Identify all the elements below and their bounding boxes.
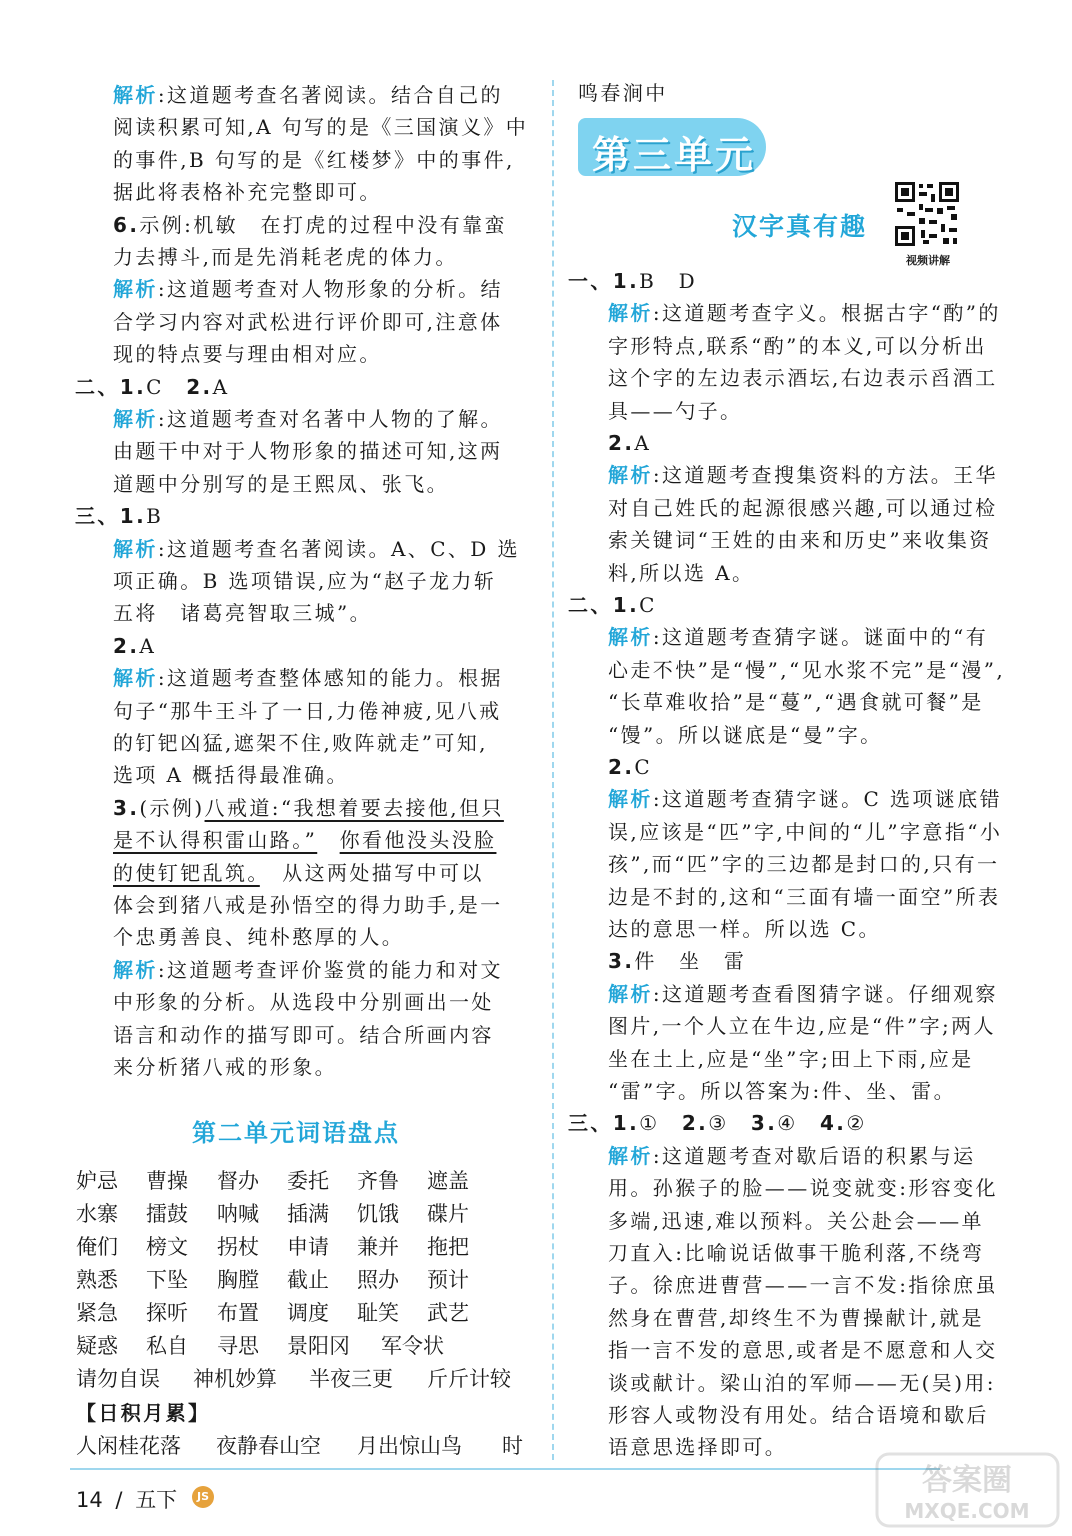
answer-text: ② [846,1111,867,1136]
svg-text:答案圈: 答案圈 [922,1463,1012,1498]
answer-text [317,828,339,852]
answer-text: :这道题考查评价鉴赏的能力和对文 [157,957,503,982]
analysis-label: 解析 [113,666,158,691]
page-number: 14 [76,1488,103,1512]
right-line [608,914,881,944]
answer-text: B [146,504,164,529]
right-line [608,1044,974,1074]
question-number: 2. [186,374,213,399]
vocab-word: 武艺 [427,1301,469,1325]
question-number: 3. [113,795,140,820]
answer-text: 料,所以选 A。 [608,560,755,585]
left-line [113,242,458,272]
vocab-word: 熟悉 [76,1268,118,1292]
analysis-label: 解析 [113,957,158,982]
vocab-word: 私自 [146,1334,188,1358]
right-line [608,1011,996,1041]
answer-text: :这道题考查看图猜字谜。仔细观察 [652,981,998,1006]
vocab-word: 兼并 [357,1235,399,1259]
right-line [568,1108,867,1138]
left-line [113,210,507,240]
answer-text: 坐在土上,应是“坐”字;田上下雨,应是 [608,1046,974,1071]
watermark-logo [875,1450,1060,1530]
left-line [113,80,503,110]
answer-text: 心走不快”是“慢”,“见水浆不完”是“漫”, [608,657,1006,682]
answer-text: C [146,374,187,399]
answer-text: :这道题考查字义。根据古字“酌”的 [652,301,1001,326]
left-line [113,825,496,855]
vocab-word: 下坠 [146,1268,188,1292]
right-line [608,1270,998,1300]
left-line [113,307,503,337]
answer-text: 字形特点,联系“酌”的本义,可以分析出 [608,333,987,358]
answer-text: 中形象的分析。从选段中分别画出一处 [113,990,494,1015]
vocab-word: 耻笑 [357,1301,399,1325]
answer-text: 的钉钯凶猛,遮架不住,败阵就走”可知, [113,731,488,755]
answer-text: 形容人或物没有用处。结合语境和歇后 [608,1403,989,1427]
vocab-word: 寻思 [217,1334,259,1358]
answer-text: :这道题考查名著阅读。A、C、D 选 [157,536,520,561]
answer-text: 体会到猪八戒是孙悟空的得力助手,是一 [113,893,503,917]
vocab-word: 榜文 [146,1235,188,1259]
answer-text: 语言和动作的描写即可。结合所画内容 [113,1022,494,1047]
right-line [608,525,992,555]
question-number: 二、1. [75,374,147,399]
left-line [113,566,496,596]
right-line [608,1368,996,1398]
vocab-word: 碟片 [427,1202,469,1226]
vocab-word: 水寨 [76,1202,118,1226]
right-line [608,784,1002,814]
vocab-word: 照办 [357,1268,399,1292]
left-line [113,728,488,758]
question-number: 三、1. [568,1111,640,1136]
left-line [75,372,229,402]
vocab-word: 饥饿 [357,1202,399,1226]
answer-text: 力去搏斗,而是先消耗老虎的体力。 [113,245,458,269]
answer-text: 现的特点要与理由相对应。 [113,342,382,367]
vocab-word: 拐杖 [217,1235,259,1259]
left-line [113,1020,494,1050]
answer-text: 件 坐 雷 [634,949,747,974]
right-line [608,817,1002,847]
answer-text: 孩”,而“匹”字的三边都是封口的,只有一 [608,852,1000,877]
question-number: 3. [608,949,635,974]
answer-text: 从这两处描写中可以 [259,860,484,885]
left-line [113,760,349,790]
answer-text: C [634,755,653,779]
answer-text: ① [639,1111,682,1136]
answer-text: A [139,633,157,658]
right-line [608,882,1000,912]
vocab-word: 督办 [217,1169,259,1193]
analysis-label: 解析 [608,981,653,1006]
vocab-word: 擂鼓 [146,1202,188,1226]
analysis-label: 解析 [113,407,158,431]
left-line [113,598,372,628]
unit-badge-label: 第三单元 [592,133,757,177]
vocab-word: 拖把 [427,1235,469,1259]
answer-text: 来分析猪八戒的形象。 [113,1055,337,1079]
answer-text: 据此将表格补充完整即可。 [113,180,382,205]
footer-rule [70,1468,940,1470]
analysis-label: 解析 [608,787,653,812]
answer-text: 阅读积累可知,A 句写的是《三国演义》中 [113,115,529,140]
left-line [113,436,503,466]
idiom-word: 斤斤计较 [427,1367,511,1391]
analysis-label: 解析 [608,463,653,488]
right-line [608,1173,998,1203]
answer-text: :这道题考查对名著中人物的了解。 [157,407,503,431]
right-line [608,298,1001,328]
left-line [113,663,503,693]
analysis-label: 解析 [113,83,158,107]
question-number: 2. [608,431,635,455]
page-footer [76,1484,177,1514]
right-line [568,266,697,296]
right-line [608,558,754,588]
left-line [113,112,528,142]
answer-text: 指一言不发的意思,或者是不愿意和人交 [608,1338,998,1363]
right-line [608,1206,984,1236]
vocab-word: 遮盖 [427,1169,469,1193]
grade-label: 五下 [135,1488,178,1512]
vocab-word: 曹操 [146,1169,188,1193]
right-line [608,460,998,490]
right-line [608,979,998,1009]
poem-line: 人闲桂花落 [76,1434,181,1458]
vocab-section-title: 第二单元词语盘点 [192,1119,400,1147]
answer-text: A [634,431,652,455]
question-number: 2. [608,755,635,779]
answer-text: “雷”字。所以答案为:件、坐、雷。 [608,1079,956,1103]
vocab-word: 紧急 [76,1301,118,1325]
left-line [113,890,503,920]
answer-text: 句子“那牛王斗了一日,力倦神疲,见八戒 [113,698,502,723]
question-number: 一、1. [568,269,640,293]
vocab-word: 截止 [287,1268,329,1292]
left-line [113,469,449,499]
right-line [608,1432,787,1462]
answer-text: A [212,374,230,399]
unit-badge [578,118,766,176]
question-number: 3. [750,1111,778,1136]
vocab-word: 布置 [217,1301,259,1325]
answer-text: 这个字的左边表示酒坛,右边表示舀酒工 [608,366,998,391]
analysis-label: 解析 [608,301,653,326]
vocab-word: 妒忌 [76,1169,118,1193]
vocab-word: 景阳冈 [287,1334,350,1358]
answer-text: 合学习内容对武松进行评价即可,注意体 [113,309,503,334]
column-divider [552,80,554,1460]
answer-text: 五将 诸葛亮智取三城”。 [113,601,373,626]
qr-caption: 视频讲解 [906,254,950,267]
answer-text: 多端,迅速,难以预料。关公赴会——单 [608,1208,984,1233]
analysis-label: 解析 [113,277,158,302]
left-line [113,1052,337,1082]
right-line [608,331,987,361]
question-number: 6. [113,212,140,237]
right-line [608,1303,984,1333]
answer-text: 子。徐庶进曹营——一言不发:指徐庶虽 [608,1273,998,1298]
question-number: 三、1. [75,504,147,529]
vocab-word: 探听 [146,1301,188,1325]
left-line [75,501,163,531]
answer-text: 示例:机敏 在打虎的过程中没有靠蛮 [139,212,507,237]
answer-text: 谈或献计。梁山泊的军师——无(吴)用: [608,1370,996,1395]
question-number: 二、1. [568,593,640,617]
answer-text: :这道题考查对歇后语的积累与运 [652,1143,976,1168]
answer-text: (示例) [139,795,205,820]
right-line [608,1076,956,1106]
continued-text: 鸣春涧中 [578,81,668,105]
left-line [113,631,156,661]
answer-text: 边是不封的,这和“三面有墙一面空”所表 [608,884,1001,909]
vocab-word: 俺们 [76,1235,118,1259]
left-line [113,534,520,564]
left-line [113,922,404,952]
right-line [608,1141,976,1171]
left-line [113,793,504,823]
vocab-word: 胸膛 [217,1268,259,1292]
left-line [113,858,484,888]
vocab-word: 申请 [287,1235,329,1259]
answer-text: ④ [777,1111,820,1136]
accumulation-title: 【日积月累】 [76,1401,211,1425]
vocab-word: 委托 [287,1169,329,1193]
left-line [113,274,503,304]
left-line [113,145,515,175]
footer-separator: / [115,1488,123,1512]
answer-text: 误,应该是“匹”字,中间的“儿”字意指“小 [608,819,1003,844]
right-line [608,493,998,523]
idiom-word: 半夜三更 [309,1367,393,1391]
right-line [608,655,1005,685]
answer-text: 然身在曹营,却终生不为曹操献计,就是 [608,1305,984,1330]
vocab-word: 军令状 [381,1334,444,1358]
answer-text: 道题中分别写的是王熙凤、张飞。 [113,471,449,496]
right-line [608,396,742,426]
right-line [608,1238,984,1268]
right-line [608,1400,989,1430]
answer-text: 用。孙猴子的脸——说变就变:形容变化 [608,1176,998,1201]
answer-text: ③ [708,1111,751,1136]
answer-text: :这道题考查搜集资料的方法。王华 [652,463,998,488]
question-number: 2. [681,1111,709,1136]
vocab-word: 预计 [427,1268,469,1292]
poem-line: 月出惊山鸟 [357,1434,462,1458]
answer-text: :这道题考查猜字谜。C 选项谜底错 [652,787,1003,812]
answer-text: 图片,一个人立在牛边,应是“件”字;两人 [608,1014,996,1039]
answer-text: 的使钉钯乱筑。 [113,860,260,885]
vocab-word: 疑惑 [76,1334,118,1358]
analysis-label: 解析 [608,625,653,650]
right-line [608,720,883,750]
answer-text: 项正确。B 选项错误,应为“赵子龙力斩 [113,569,497,593]
answer-text: 由题干中对于人物形象的描述可知,这两 [113,439,503,464]
answer-text: 具——勺子。 [608,398,743,423]
right-line [608,363,998,393]
answer-text: 索关键词“王姓的由来和历史”来收集资 [608,528,992,553]
answer-text: 八戒道:“我想着要去接他,但只 [204,795,504,820]
vocab-word: 呐喊 [217,1202,259,1226]
left-line [113,987,494,1017]
poem-line: 夜静春山空 [216,1434,321,1458]
question-number: 4. [819,1111,847,1136]
answer-text: 你看他没头没脸 [339,828,497,853]
vocab-word: 齐鲁 [357,1169,399,1193]
right-line [608,428,651,458]
answer-text: 选项 A 概括得最准确。 [113,763,349,788]
section-title: 汉字真有趣 [732,212,868,241]
question-number: 2. [113,633,140,658]
answer-text: B D [639,269,698,293]
left-line [113,955,503,985]
left-line [113,177,382,207]
right-line [608,687,984,717]
answer-text: “长草难收拾”是“蔓”,“遇食就可餐”是 [608,690,984,715]
js-badge: JS [192,1486,214,1508]
answer-text: “馒”。所以谜底是“曼”字。 [608,722,883,747]
qr-code-icon[interactable] [893,180,961,248]
answer-text: :这道题考查猜字谜。谜面中的“有 [652,625,989,650]
answer-text: 达的意思一样。所以选 C。 [608,917,881,941]
right-line [608,1335,998,1365]
right-line [608,622,988,652]
vocab-word: 调度 [287,1301,329,1325]
idiom-word: 请勿自误 [76,1367,160,1391]
answer-text: 刀直入:比喻说话做事干脆利落,不绕弯 [608,1241,985,1265]
right-line [608,946,746,976]
poem-line: 时 [502,1434,523,1458]
answer-text: 对自己姓氏的起源很感兴趣,可以通过检 [608,495,998,520]
answer-text: :这道题考查名著阅读。结合自己的 [157,83,503,107]
answer-text: 是不认得积雷山路。” [113,828,318,853]
idiom-word: 神机妙算 [193,1367,277,1391]
answer-text: C [639,593,657,617]
left-line [113,404,503,434]
right-line [568,590,657,620]
analysis-label: 解析 [113,536,158,561]
answer-text: :这道题考查整体感知的能力。根据 [157,666,503,691]
left-line [113,696,502,726]
answer-text: 个忠勇善良、纯朴憨厚的人。 [113,925,405,950]
answer-text: :这道题考查对人物形象的分析。结 [157,277,503,302]
right-line [608,849,999,879]
svg-text:MXQE.COM: MXQE.COM [904,1499,1030,1523]
answer-text: 的事件,B 句写的是《红楼梦》中的事件, [113,147,515,172]
analysis-label: 解析 [608,1143,653,1168]
answer-text: 语意思选择即可。 [608,1435,788,1460]
left-line [113,339,382,369]
vocab-word: 插满 [287,1202,329,1226]
right-line [608,752,652,782]
